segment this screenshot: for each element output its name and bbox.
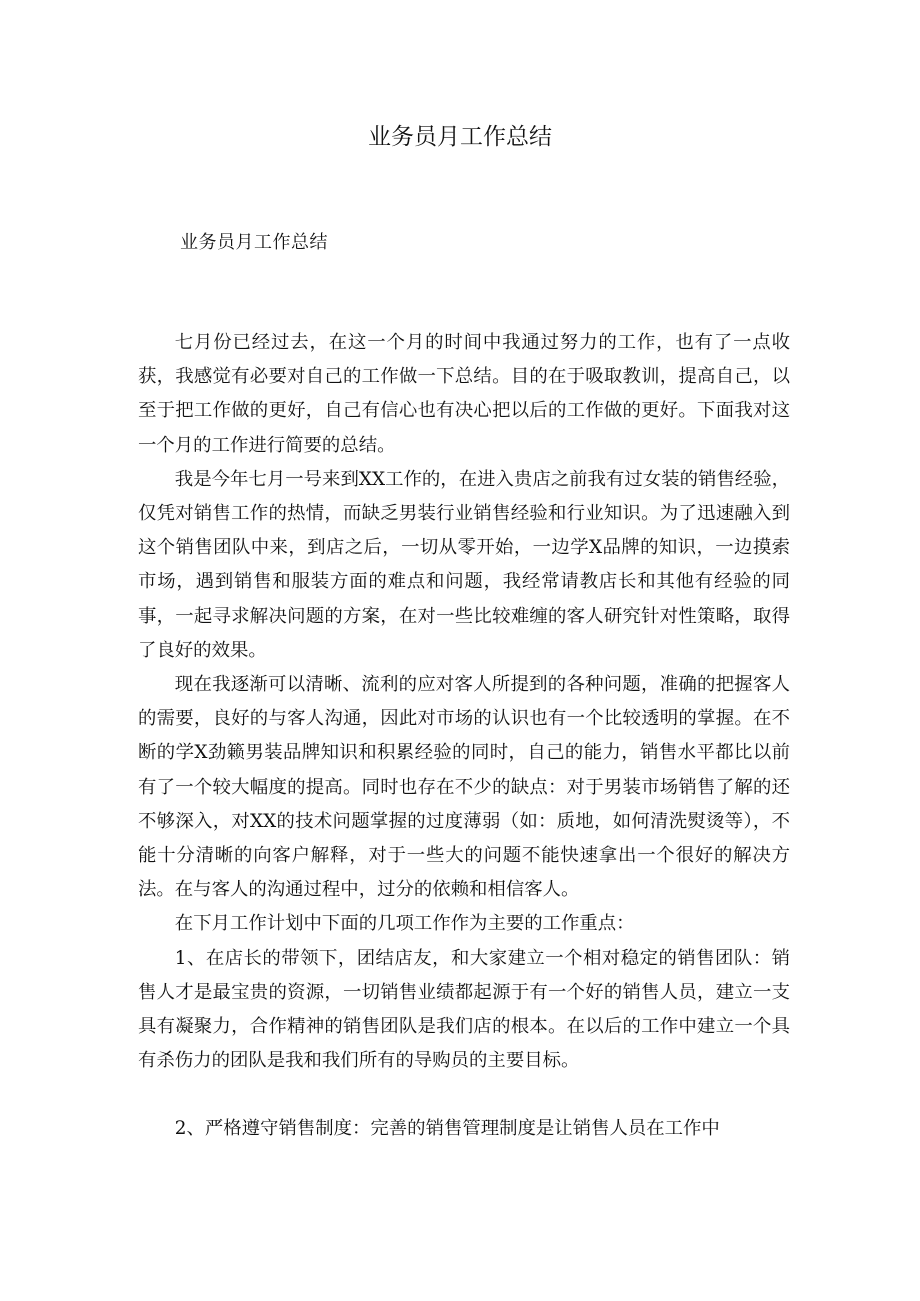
paragraph-plan-item-1: 1、在店长的带领下，团结店友，和大家建立一个相对稳定的销售团队：销售人才是最宝贵的资源，一切销售业绩都起源于有一个好的销售人员，建立一支具有凝聚力，合作精神的销售团队是我们店的根本。在以后的工作中建立一个具有杀伤力的团队是我和我们所有的导购员的主要目标。 [138, 947, 790, 1072]
paragraph-plan-item-2: 2、严格遵守销售制度：完善的销售管理制度是让销售人员在工作中 [174, 1118, 720, 1140]
paragraph-background: 我是今年七月一号来到XX工作的，在进入贵店之前我有过女装的销售经验，仅凭对销售工作的热情，而缺乏男装行业销售经验和行业知识。为了迅速融入到这个销售团队中来，到店之后，一切从零开始，一边学X品牌的知识，一边摸索市场，遇到销售和服装方面的难点和问题，我经常请教店长和其他有经验的同事，一起寻求解决问题的方案，在对一些比较难缠的客人研究针对性策略，取得了良好的效果。 [138, 468, 790, 661]
document-body [138, 326, 790, 1147]
paragraph-progress: 现在我逐渐可以清晰、流利的应对客人所提到的各种问题，准确的把握客人的需要，良好的与客人沟通，因此对市场的认识也有一个比较透明的掌握。在不断的学X劲籁男装品牌知识和积累经验的同时，自己的能力，销售水平都比以前有了一个较大幅度的提高。同时也存在不少的缺点：对于男装市场销售了解的还不够深入，对XX的技术问题掌握的过度薄弱（如：质地，如何清洗熨烫等），不能十分清晰的向客户解释，对于一些大的问题不能快速拿出一个很好的解决方法。在与客人的沟通过程中，过分的依赖和相信客人。 [138, 674, 790, 901]
document-subtitle: 业务员月工作总结 [180, 232, 328, 253]
document-title: 业务员月工作总结 [368, 124, 552, 150]
paragraph-plan-intro: 在下月工作计划中下面的几项工作作为主要的工作重点： [174, 913, 635, 935]
paragraph-intro: 七月份已经过去，在这一个月的时间中我通过努力的工作，也有了一点收获，我感觉有必要对自己的工作做一下总结。目的在于吸取教训，提高自己，以至于把工作做的更好，自己有信心也有决心把以后的工作做的更好。下面我对这一个月的工作进行简要的总结。 [138, 332, 790, 456]
